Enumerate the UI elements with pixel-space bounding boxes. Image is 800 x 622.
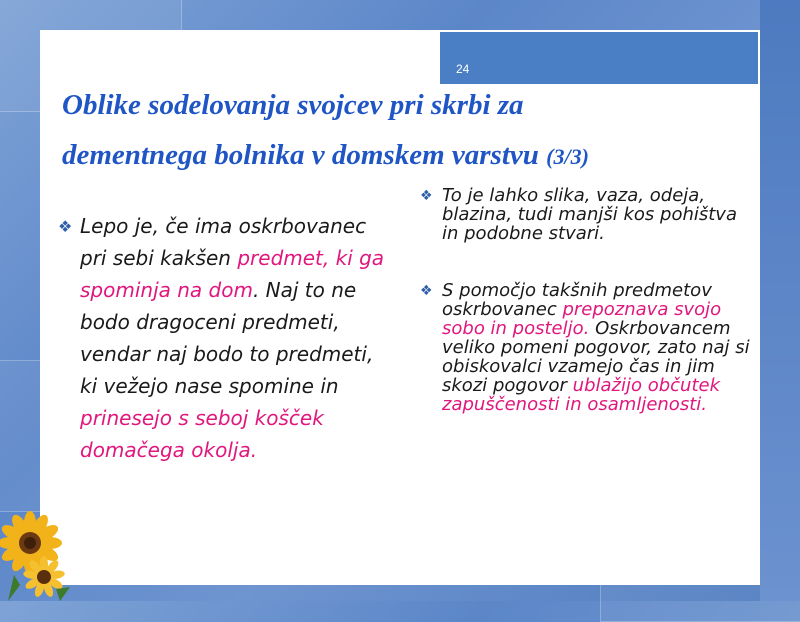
bullet-highlight: prinesejo s seboj košček domačega okolja.	[80, 406, 324, 462]
bullet-marker-icon: ❖	[420, 188, 433, 204]
bullet-text: To je lahko slika, vaza, odeja, blazina, tudi manjši kos pohištva in podobne stvari.	[442, 185, 737, 244]
bullet-left	[58, 210, 388, 466]
bullet-text: . Naj to ne bodo dragoceni predmeti, vendar naj bodo to predmeti, ki vežejo nase spomine in	[80, 278, 374, 398]
title-line-1: Oblike sodelovanja svojcev pri skrbi za	[62, 89, 524, 121]
slide-title	[62, 80, 742, 182]
title-part-indicator: (3/3)	[546, 144, 589, 169]
slide-number-box	[438, 30, 760, 86]
bullet-text: Oskrbovancem veliko pomeni pogovor, zato naj si obiskovalci vzamejo čas in jim skozi pogovor	[442, 318, 750, 396]
bullet-highlight: predmet, ki ga spominja na dom	[80, 246, 385, 302]
slide-number: 24	[456, 62, 470, 76]
title-line-2: dementnega bolnika v domskem varstvu	[62, 139, 547, 171]
bullet-text: Lepo je, če ima oskrbovanec pri sebi kakšen	[80, 214, 367, 270]
bullet-right-2	[420, 281, 750, 414]
right-background-edge	[760, 0, 800, 601]
bullet-text: S pomočjo takšnih predmetov oskrbovanec	[442, 280, 712, 320]
bullet-highlight: prepoznava svojo sobo in posteljo.	[442, 299, 722, 339]
right-column	[420, 186, 750, 414]
bullet-marker-icon: ❖	[420, 283, 433, 299]
sunflower-image	[0, 505, 80, 601]
left-column	[58, 210, 388, 466]
bullet-right-1	[420, 186, 750, 243]
bullet-marker-icon: ❖	[58, 217, 73, 236]
bullet-highlight: ublažijo občutek zapuščenosti in osamljenosti.	[442, 375, 721, 415]
